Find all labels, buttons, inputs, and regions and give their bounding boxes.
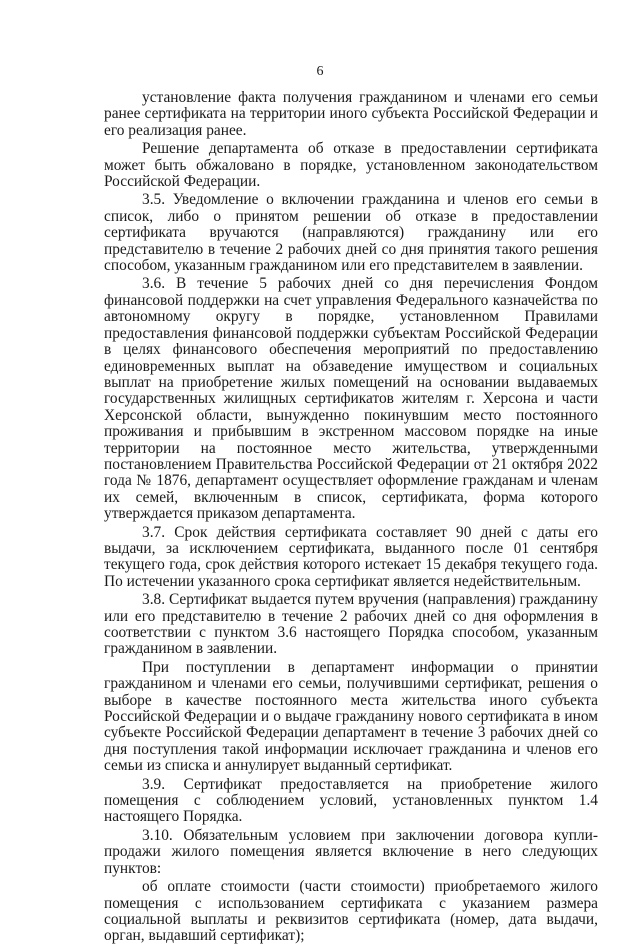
paragraph: При поступлении в департамент информации о принятии гражданином и членами его семьи, получившими сертификат, решения о выборе в качестве постоянного места жительства иного субъекта Российской Федерации и о выдаче гражданину нового сертификата в ином субъекте Российской Федерации департамент в течение 3 рабочих дней со дня поступления такой информации исключает гражданина и членов его семьи из списка и аннулирует выданный сертификат. bbox=[104, 658, 598, 775]
paragraph-3-6: 3.6. В течение 5 рабочих дней со дня перечисления Фондом финансовой поддержки на счет управления Федерального казначейства по автономному округу в порядке, установленном Правилами предоставления финансовой поддержки субъектам Российской Федерации в целях финансового обеспечения мероприятий по предоставлению единовременных выплат на обзаведение имуществом и социальных выплат на приобретение жилых помещений на основании выдаваемых государственных жилищных сертификатов жителям г. Херсона и части Херсонской области, вынужденно покинувшим место постоянного проживания и прибывшим в экстренном массовом порядке на иные территории на постоянное место жительства, утвержденными постановлением Правительства Российской Федерации от 21 октября 2022 года № 1876, департамент осуществляет оформление гражданам и членам их семей, включенным в список, сертификата, форма которого утверждается приказом департамента. bbox=[104, 275, 598, 523]
document-body bbox=[104, 90, 598, 947]
paragraph-3-9: 3.9. Сертификат предоставляется на приобретение жилого помещения с соблюдением условий, установленных пунктом 1.4 настоящего Порядка. bbox=[104, 775, 598, 826]
paragraph-3-8: 3.8. Сертификат выдается путем вручения (направления) гражданину или его представителю в течение 2 рабочих дней со дня оформления в соответствии с пунктом 3.6 настоящего Порядка способом, указанным гражданином в заявлении. bbox=[104, 591, 598, 658]
paragraph: об оплате стоимости (части стоимости) приобретаемого жилого помещения с использованием сертификата с указанием размера социальной выплаты и реквизитов сертификата (номер, дата выдачи, орган, выдавший сертификат); bbox=[104, 878, 598, 945]
paragraph-3-10: 3.10. Обязательным условием при заключении договора купли-продажи жилого помещения является включение в него следующих пунктов: bbox=[104, 826, 598, 877]
page-number: 6 bbox=[316, 64, 324, 79]
paragraph-3-5: 3.5. Уведомление о включении гражданина и членов его семьи в список, либо о принятом решении об отказе в предоставлении сертификата вручаются (направляются) гражданину или его представителю в течение 2 рабочих дней со дня принятия такого решения способом, указанным гражданином или его представителем в заявлении. bbox=[104, 191, 598, 275]
paragraph-3-7: 3.7. Срок действия сертификата составляет 90 дней с даты его выдачи, за исключением сертификата, выданного после 01 сентября текущего года, срок действия которого истекает 15 декабря текущего года. По истечении указанного срока сертификат является недействительным. bbox=[104, 523, 598, 590]
paragraph: установление факта получения гражданином и членами его семьи ранее сертификата на территории иного субъекта Российской Федерации и его реализация ранее. bbox=[104, 89, 598, 139]
paragraph: Решение департамента об отказе в предоставлении сертификата может быть обжаловано в порядке, установленном законодательством Российской Федерации. bbox=[104, 140, 598, 191]
